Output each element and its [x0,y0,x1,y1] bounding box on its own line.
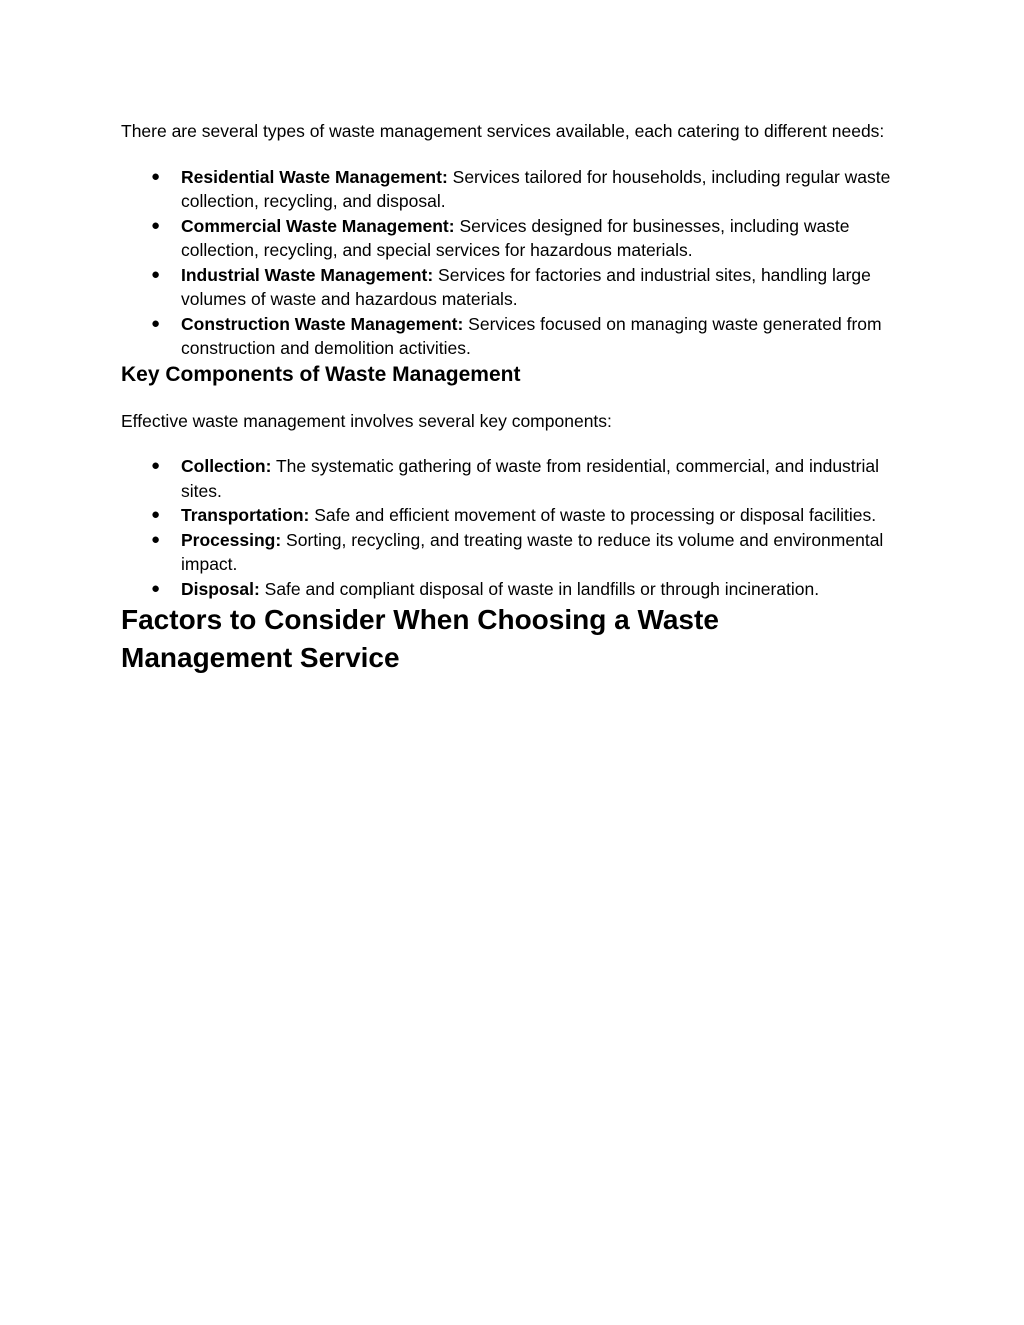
bullet-icon: ● [151,265,161,283]
list-item-desc: Services focused on managing waste generated from construction and demolition activities. [181,313,882,358]
list-item-desc: Safe and efficient movement of waste to processing or disposal facilities. [309,505,877,525]
list-item-desc: Safe and compliant disposal of waste in landfills or through incineration. [259,578,820,599]
key-components-list [121,454,891,601]
list-item-term: Collection: [181,456,272,476]
list-item [121,214,891,263]
list-item-term: Construction Waste Management: [181,313,464,334]
intro-paragraph: There are several types of waste management services available, each catering to different needs: [121,121,885,141]
list-item-term: Disposal: [181,578,260,599]
list-item-term: Industrial Waste Management: [181,264,434,285]
section-heading: Factors to Consider When Choosing a Waste Management Service [121,604,719,673]
bullet-icon: ● [151,216,161,234]
list-item [121,165,891,214]
list-item-desc: Sorting, recycling, and treating waste to reduce its volume and environmental impact. [181,529,884,574]
bullet-icon: ● [151,167,161,185]
list-item [121,263,891,312]
bullet-icon: ● [151,506,161,523]
list-item-desc: Services designed for businesses, including waste collection, recycling, and special services for hazardous materials. [181,215,850,260]
list-item [121,528,891,577]
document-page [121,119,891,677]
list-item [121,312,891,361]
key-components-heading: Key Components of Waste Management [121,362,521,386]
bullet-icon: ● [151,530,161,548]
list-item [121,454,891,503]
key-components-intro: Effective waste management involves several key components: [121,410,612,431]
list-item-term: Transportation: [181,505,310,525]
list-item-desc: The systematic gathering of waste from residential, commercial, and industrial sites. [181,456,879,501]
list-item-term: Commercial Waste Management: [181,215,455,236]
list-item-desc: Services for factories and industrial sites, handling large volumes of waste and hazardous materials. [181,264,871,309]
bullet-icon: ● [151,579,161,597]
list-item-desc: Services tailored for households, including regular waste collection, recycling, and disposal. [181,166,891,211]
list-item-term: Residential Waste Management: [181,166,448,187]
bullet-icon: ● [151,457,161,474]
list-item [121,503,891,528]
bullet-icon: ● [151,314,161,332]
list-item-term: Processing: [181,529,282,550]
service-types-list [121,165,891,361]
list-item [121,577,891,602]
